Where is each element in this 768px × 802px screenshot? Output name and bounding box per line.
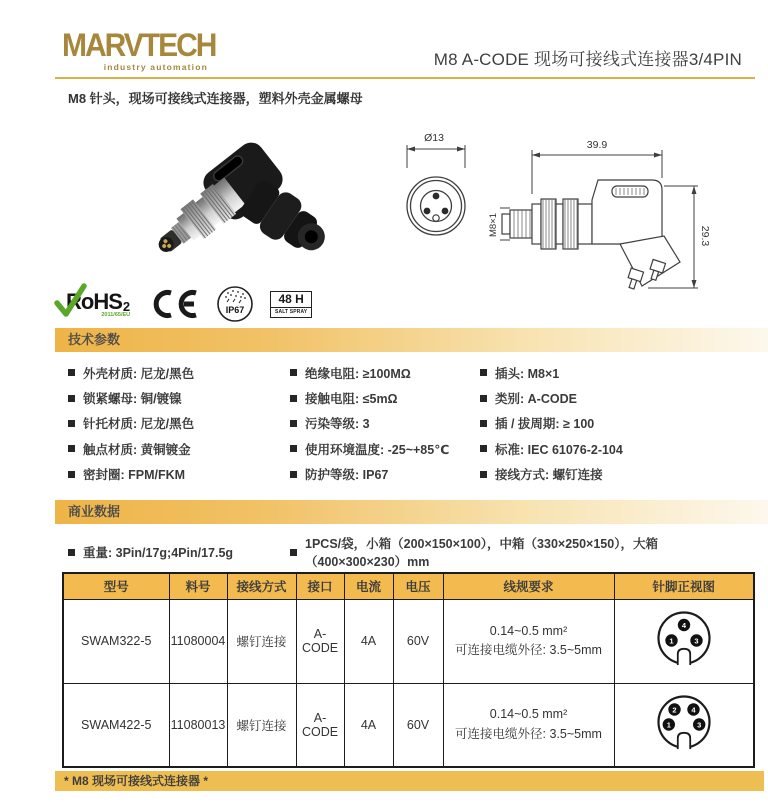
model-cell: SWAM322-5: [63, 599, 169, 683]
commercial-item: [290, 534, 748, 570]
bullet-square-icon: [480, 471, 487, 478]
bullet-square-icon: [68, 549, 75, 556]
bullet-square-icon: [290, 445, 297, 452]
certification-logos: [60, 284, 312, 324]
current-cell: 4A: [344, 599, 393, 683]
commercial-text: 1PCS/袋，小箱（200×150×100），中箱（330×250×150），大箱（400×300×230）mm: [305, 537, 658, 569]
salt-spray-badge: [270, 291, 312, 318]
check-icon: [54, 283, 88, 319]
wire-spec-line1: 0.14~0.5 mm²: [489, 707, 568, 722]
voltage-cell: 60V: [393, 683, 443, 767]
spec-text: 密封圈: FPM/FKM: [83, 468, 186, 483]
col-wiring: 接线方式: [227, 573, 296, 599]
spec-text: 使用环境温度: -25~+85℃: [305, 442, 450, 457]
spec-text: 污染等级: 3: [305, 417, 370, 432]
table-header-row: [63, 573, 754, 599]
bullet-square-icon: [290, 395, 297, 402]
pin-number: 4: [681, 620, 686, 630]
spec-text: 标准: IEC 61076-2-104: [495, 442, 623, 457]
spec-text: 外壳材质: 尼龙/黑色: [83, 366, 195, 381]
page-title: M8 A-CODE 现场可接线式连接器3/4PIN: [433, 50, 742, 69]
bullet-square-icon: [480, 445, 487, 452]
spec-text: 防护等级: IP67: [305, 468, 389, 483]
commercial-item: [68, 534, 290, 570]
model-cell: SWAM422-5: [63, 683, 169, 767]
wire-spec-line1: 0.14~0.5 mm²: [489, 623, 568, 638]
col-current: 电流: [344, 573, 393, 599]
part-no-cell: 11080004: [169, 599, 227, 683]
section-header-commercial: 商业数据: [55, 500, 768, 524]
col-pin-view: 针脚正视图: [614, 573, 754, 599]
commercial-row: [68, 534, 748, 570]
wiring-cell: 螺钉连接: [227, 683, 296, 767]
header-divider: [55, 77, 755, 79]
col-part-no: 料号: [169, 573, 227, 599]
spec-text: 类别: A-CODE: [495, 392, 577, 407]
spec-text: 绝缘电阻: ≥100MΩ: [305, 366, 411, 381]
spec-text: 锁紧螺母: 铜/镀镍: [83, 392, 182, 407]
col-interface: 接口: [296, 573, 344, 599]
col-voltage: 电压: [393, 573, 443, 599]
bullet-square-icon: [480, 369, 487, 376]
dim-thread: M8×1: [488, 212, 499, 238]
spec-item: [480, 360, 728, 385]
col-model: 型号: [63, 573, 169, 599]
wire-spec-line2: 可连接电缆外径: 3.5~5mm: [455, 643, 602, 657]
bullet-square-icon: [290, 549, 297, 556]
bullet-square-icon: [68, 445, 75, 452]
front-view-drawing: [388, 130, 484, 248]
pin-diagram-3pin: [654, 609, 714, 673]
spec-text: 插 / 拔周期: ≥ 100: [495, 417, 595, 432]
spec-text: 触点材质: 黄铜镀金: [83, 442, 191, 457]
spec-item: [290, 462, 480, 487]
spec-item: [68, 360, 290, 385]
pin-number: 1: [669, 636, 674, 646]
pin-view-cell: [614, 599, 754, 683]
spec-item: [480, 411, 728, 436]
ip67-icon: [216, 285, 254, 323]
bullet-square-icon: [480, 395, 487, 402]
pin-number: 3: [696, 720, 702, 730]
interface-cell: A-CODE: [296, 599, 344, 683]
technical-spec-grid: [68, 360, 728, 487]
side-view-drawing: [486, 128, 731, 300]
col-wire-spec: 线规要求: [443, 573, 614, 599]
bullet-square-icon: [68, 369, 75, 376]
table-row: [63, 683, 754, 767]
dim-front-diameter: Ø13: [424, 132, 444, 144]
bullet-square-icon: [68, 471, 75, 478]
spec-text: 接线方式: 螺钉连接: [495, 468, 603, 483]
spec-item: [290, 411, 480, 436]
interface-cell: A-CODE: [296, 683, 344, 767]
wire-spec-cell: [443, 599, 614, 683]
wire-spec-cell: [443, 683, 614, 767]
marvtech-logo: [62, 27, 216, 72]
logo-tagline: industry automation: [103, 62, 208, 72]
voltage-cell: 60V: [393, 599, 443, 683]
salt-label: SALT SPRAY: [274, 308, 308, 315]
bullet-square-icon: [68, 420, 75, 427]
spec-item: [290, 360, 480, 385]
current-cell: 4A: [344, 683, 393, 767]
bullet-square-icon: [290, 471, 297, 478]
footer-note: * M8 现场可接线式连接器 *: [55, 771, 764, 791]
pin-diagram-4pin: [654, 693, 714, 757]
pin-view-cell: [614, 683, 754, 767]
spec-item: [290, 436, 480, 461]
rohs-badge: [60, 288, 131, 318]
dim-height: 29.3: [699, 225, 711, 247]
product-table: [62, 572, 755, 768]
ip67-label: IP67: [225, 305, 245, 315]
salt-hours: 48 H: [271, 292, 311, 308]
logo-wordmark: MARVTECH: [62, 27, 216, 64]
dim-length: 39.9: [586, 139, 608, 151]
spec-item: [480, 462, 728, 487]
spec-text: 插头: M8×1: [495, 366, 560, 381]
spec-item: [68, 411, 290, 436]
spec-item: [480, 436, 728, 461]
spec-item: [68, 436, 290, 461]
bullet-square-icon: [290, 420, 297, 427]
bullet-square-icon: [290, 369, 297, 376]
part-no-cell: 11080013: [169, 683, 227, 767]
spec-text: 针托材质: 尼龙/黑色: [83, 417, 195, 432]
commercial-text: 重量: 3Pin/17g;4Pin/17.5g: [83, 546, 234, 560]
pin-number: 2: [672, 705, 677, 715]
table-row: [63, 599, 754, 683]
ce-mark-icon: [146, 288, 200, 320]
product-photo: [95, 126, 325, 298]
spec-item: [68, 462, 290, 487]
bullet-square-icon: [480, 420, 487, 427]
spec-item: [290, 385, 480, 410]
rohs-label: RoHS: [66, 288, 122, 314]
section-header-technical: 技术参数: [55, 328, 768, 352]
wire-spec-line2: 可连接电缆外径: 3.5~5mm: [455, 726, 602, 741]
spec-text: 接触电阻: ≤5mΩ: [305, 392, 398, 407]
spec-item: [68, 385, 290, 410]
bullet-square-icon: [68, 395, 75, 402]
pin-number: 1: [666, 720, 671, 730]
wiring-cell: 螺钉连接: [227, 599, 296, 683]
product-subtitle: M8 针头，现场可接线式连接器，塑料外壳金属螺母: [68, 91, 363, 106]
rohs-note: 2011/65/EU: [101, 311, 131, 318]
pin-number: 3: [694, 636, 699, 646]
pin-number: 4: [691, 705, 696, 715]
rohs-sub: 2: [122, 298, 131, 314]
spec-item: [480, 385, 728, 410]
